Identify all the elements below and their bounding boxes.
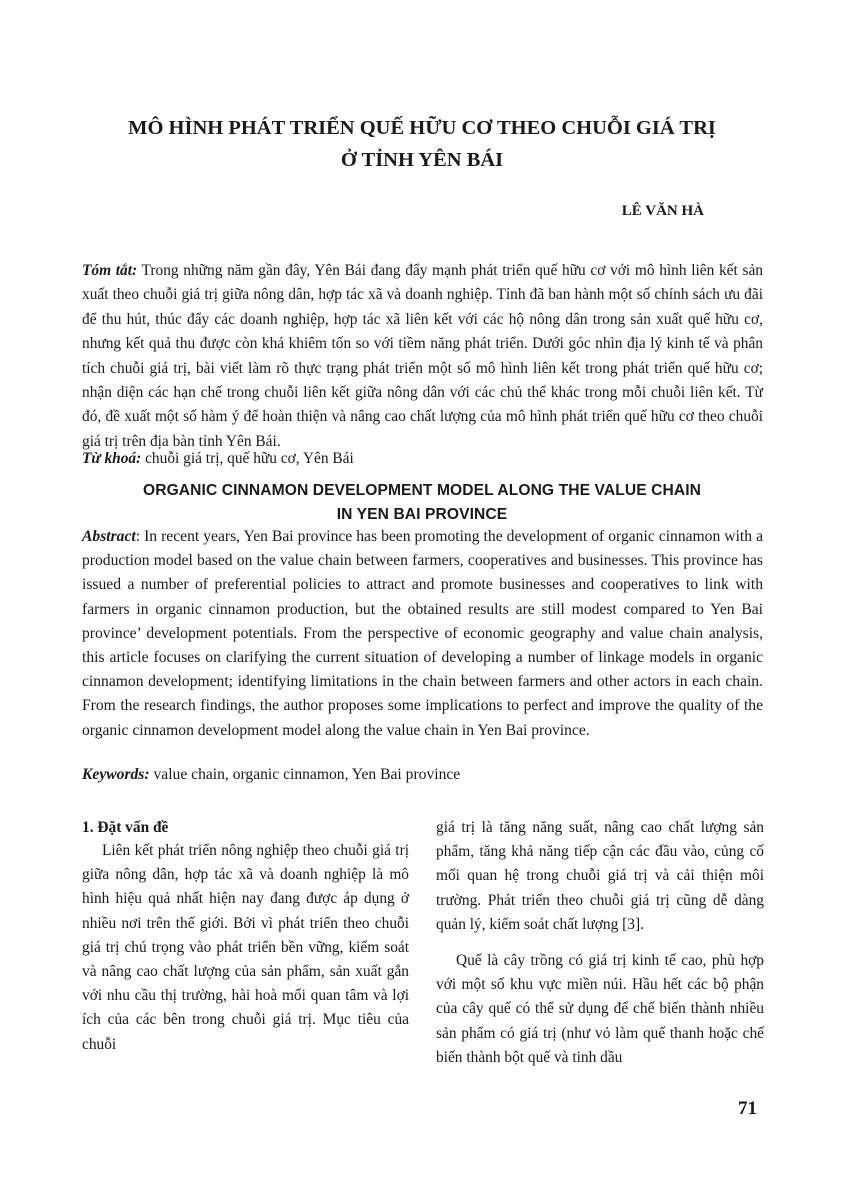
keywords-en	[82, 764, 763, 786]
summary-vi	[82, 259, 763, 454]
body-column-left	[82, 817, 409, 1057]
abstract-en-label: Abstract	[82, 528, 136, 545]
body-column-right	[436, 816, 764, 1070]
abstract-en-text: : In recent years, Yen Bai province has been promoting the development of organic cinnamon with a production model based on the value chain between farmers, cooperatives and businesses. This province has issued a number of preferential policies to attract and promote businesses and cooperatives to link with farmers in organic cinnamon production, but the obtained results are still modest compared to Yen Bai province’ development potentials. From the perspective of economic geography and value chain analysis, this article focuses on clarifying the current situation of developing a number of linkage models in organic cinnamon development; identifying limitations in the chain between farmers and other actors in each chain. From the research findings, the author proposes some implications to perfect and improve the quality of the organic cinnamon development model along the value chain in Yen Bai province.	[82, 528, 763, 739]
english-title-line-1: ORGANIC CINNAMON DEVELOPMENT MODEL ALONG THE VALUE CHAIN	[142, 482, 702, 499]
article-title	[60, 112, 784, 176]
keywords-vi	[82, 448, 763, 470]
author-name: LÊ VĂN HÀ	[621, 203, 704, 219]
summary-vi-label: Tóm tắt:	[82, 262, 138, 279]
keywords-en-label: Keywords:	[82, 766, 150, 783]
abstract-en	[82, 525, 763, 743]
body-paragraph: Quế là cây trồng có giá trị kinh tế cao, phù hợp với một số khu vực miền núi. Hầu hết các bộ phận của cây quế có thể sử dụng để chế biến thành nhiều sản phẩm có giá trị (như vỏ làm quế thanh hoặc chế biến thành bột quế và tinh dầu	[436, 952, 764, 1066]
page-number: 71	[738, 1098, 757, 1119]
keywords-vi-text: chuỗi giá trị, quế hữu cơ, Yên Bái	[141, 450, 354, 467]
paragraph-gap	[436, 937, 764, 949]
body-paragraph: Liên kết phát triển nông nghiệp theo chuỗi giá trị giữa nông dân, hợp tác xã và doanh nghiệp là mô hình hiệu quả nhất hiện nay đang được áp dụng ở nhiều nơi trên thế giới. Bởi vì phát triển theo chuỗi giá trị chú trọng vào phát triển bền vững, kiểm soát và nâng cao chất lượng của sản phẩm, sản xuất gắn với nhu cầu thị trường, hài hoà mối quan tâm và lợi ích của các bên trong chuỗi giá trị. Mục tiêu của chuỗi	[82, 842, 409, 1053]
article-title-line-2: Ở TỈNH YÊN BÁI	[340, 149, 504, 171]
keywords-vi-label: Từ khoá:	[82, 450, 142, 467]
article-title-line-1: MÔ HÌNH PHÁT TRIỂN QUẾ HỮU CƠ THEO CHUỖI GIÁ TRỊ	[128, 117, 716, 139]
english-title-line-2: IN YEN BAI PROVINCE	[336, 506, 508, 523]
english-title	[60, 479, 784, 527]
body-paragraph: giá trị là tăng năng suất, nâng cao chất lượng sản phẩm, tăng khả năng tiếp cận các đầu vào, củng cố mối quan hệ trong chuỗi giá trị và cải thiện môi trường. Phát triển theo chuỗi giá trị cũng dễ dàng quản lý, kiểm soát chất lượng [3].	[436, 819, 764, 933]
summary-vi-text: Trong những năm gần đây, Yên Bái đang đẩy mạnh phát triển quế hữu cơ với mô hình liên kết sản xuất theo chuỗi giá trị giữa nông dân, hợp tác xã và doanh nghiệp. Tỉnh đã ban hành một số chính sách ưu đãi để thu hút, thúc đẩy các doanh nghiệp, hợp tác xã liên kết với các hộ nông dân trong sản xuất quế hữu cơ, nhưng kết quả thu được còn khá khiêm tốn so với tiềm năng phát triển. Dưới góc nhìn địa lý kinh tế và phân tích chuỗi giá trị, bài viết làm rõ thực trạng phát triển một số mô hình liên kết trong phát triển quế hữu cơ; nhận diện các hạn chế trong chuỗi liên kết giữa nông dân với các chủ thể khác trong mỗi chuỗi liên kết. Từ đó, đề xuất một số hàm ý để hoàn thiện và nâng cao chất lượng của mô hình phát triển quế hữu cơ theo chuỗi giá trị trên địa bàn tỉnh Yên Bái.	[82, 262, 763, 450]
keywords-en-text: value chain, organic cinnamon, Yen Bai province	[149, 766, 461, 783]
section-heading: 1. Đặt vấn đề	[82, 819, 169, 836]
